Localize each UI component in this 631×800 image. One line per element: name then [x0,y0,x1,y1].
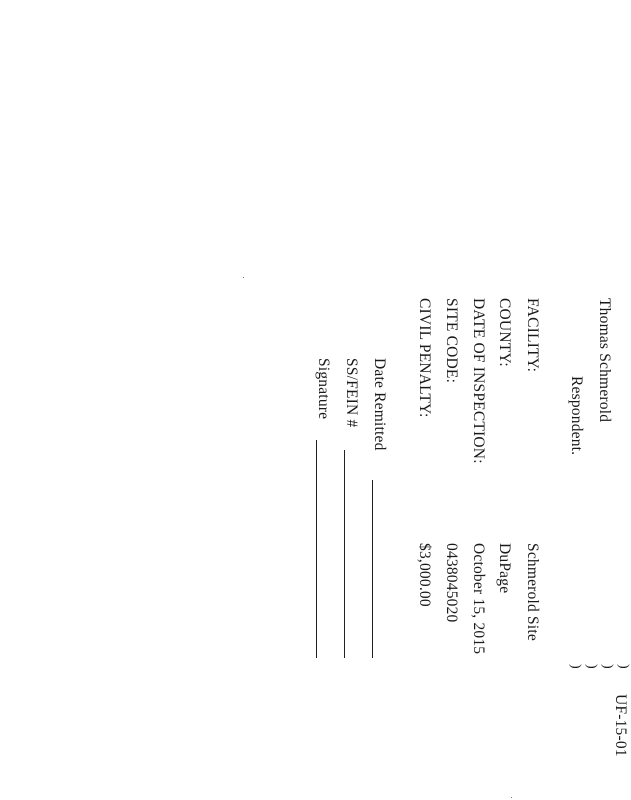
scan-speck [511,797,512,798]
facility-value: Schmerold Site [524,543,541,641]
signature-label: Signature [315,358,332,420]
civil-penalty-label: CIVIL PENALTY: [416,298,433,418]
site-code-value: 0438045020 [443,543,460,623]
site-code-label: SITE CODE: [443,298,460,384]
caption-bracket: ) [600,664,615,669]
date-remitted-line[interactable] [372,480,373,658]
date-of-inspection-value: October 15, 2015 [470,543,487,655]
date-of-inspection-label: DATE OF INSPECTION: [470,298,487,464]
county-value: DuPage [496,543,513,594]
case-number: UF-15-01 [612,694,629,757]
caption-bracket: ) [584,664,599,669]
county-label: COUNTY: [496,298,513,367]
signature-line[interactable] [316,440,317,658]
facility-label: FACILITY: [524,298,541,373]
scan-speck [243,277,244,278]
respondent-label: Respondent. [568,376,585,456]
date-remitted-label: Date Remitted [371,358,388,451]
caption-bracket: ) [616,664,631,669]
respondent-name: Thomas Schmerold [596,298,613,423]
caption-bracket: ) [568,664,583,669]
civil-penalty-value: $3,000.00 [416,543,433,607]
ssfein-line[interactable] [344,450,345,658]
ssfein-label: SS/FEIN # [343,358,360,428]
